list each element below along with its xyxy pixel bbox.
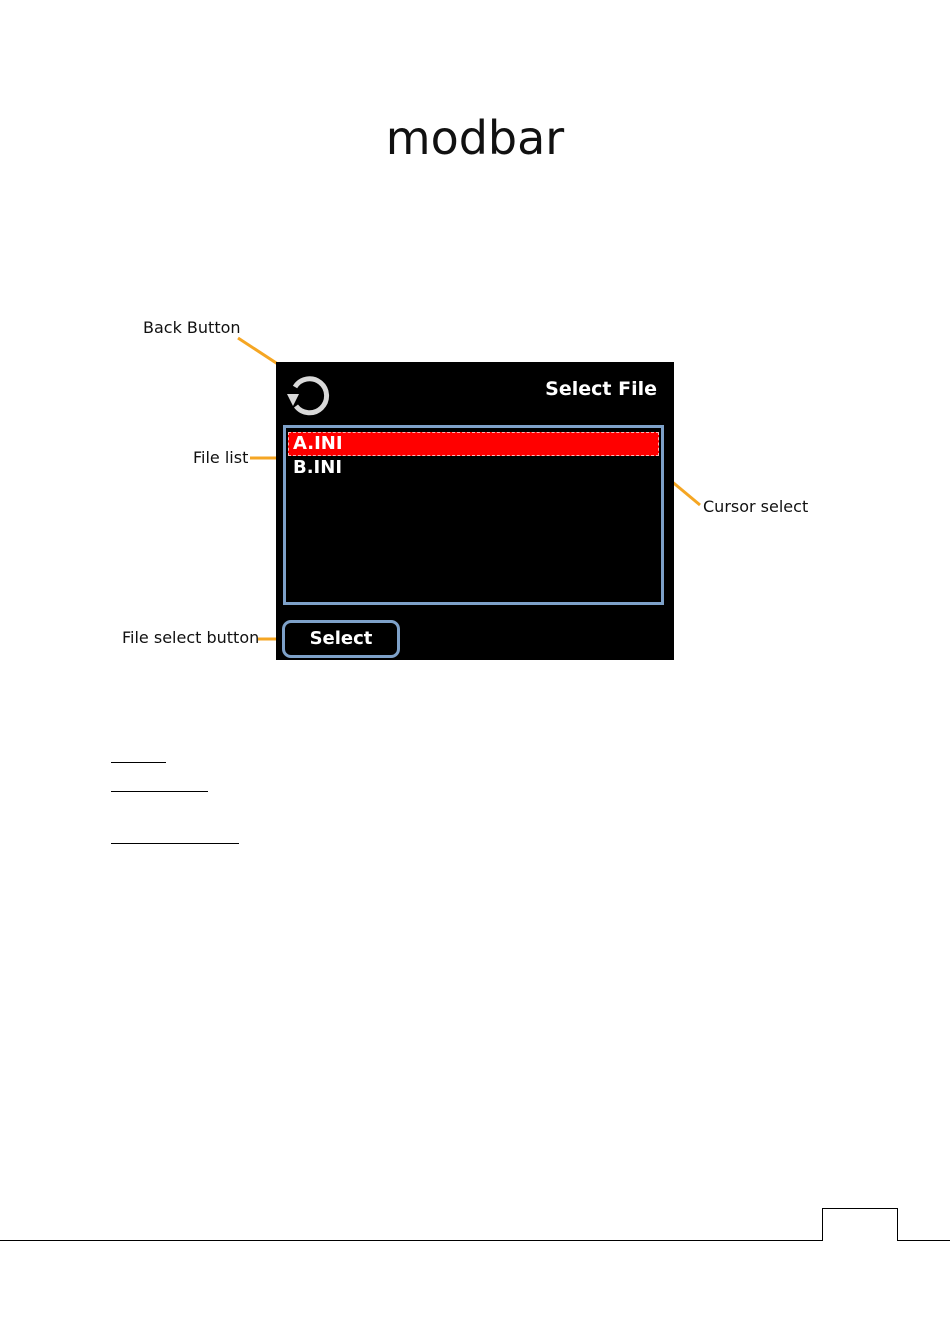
page-number-box — [822, 1208, 898, 1241]
file-list[interactable] — [283, 425, 664, 605]
modbar-logo — [0, 108, 950, 168]
refresh-back-icon — [282, 370, 332, 420]
callout-back-button: Back Button — [143, 318, 241, 337]
underline-2 — [111, 791, 208, 792]
underline-3 — [111, 843, 239, 844]
underline-1 — [111, 762, 166, 763]
callout-file-select-button: File select button — [122, 628, 260, 647]
logo-text: modbar — [385, 111, 565, 165]
callout-cursor-select: Cursor select — [703, 497, 809, 516]
device-screen — [276, 362, 674, 660]
callout-file-list: File list — [193, 448, 249, 467]
file-item-b[interactable]: B.INI — [293, 457, 343, 478]
footer-rule — [0, 1240, 950, 1241]
select-button[interactable]: Select — [282, 620, 400, 658]
file-item-a[interactable]: A.INI — [288, 432, 659, 456]
back-button[interactable] — [282, 370, 332, 420]
screen-title: Select File — [545, 378, 657, 400]
